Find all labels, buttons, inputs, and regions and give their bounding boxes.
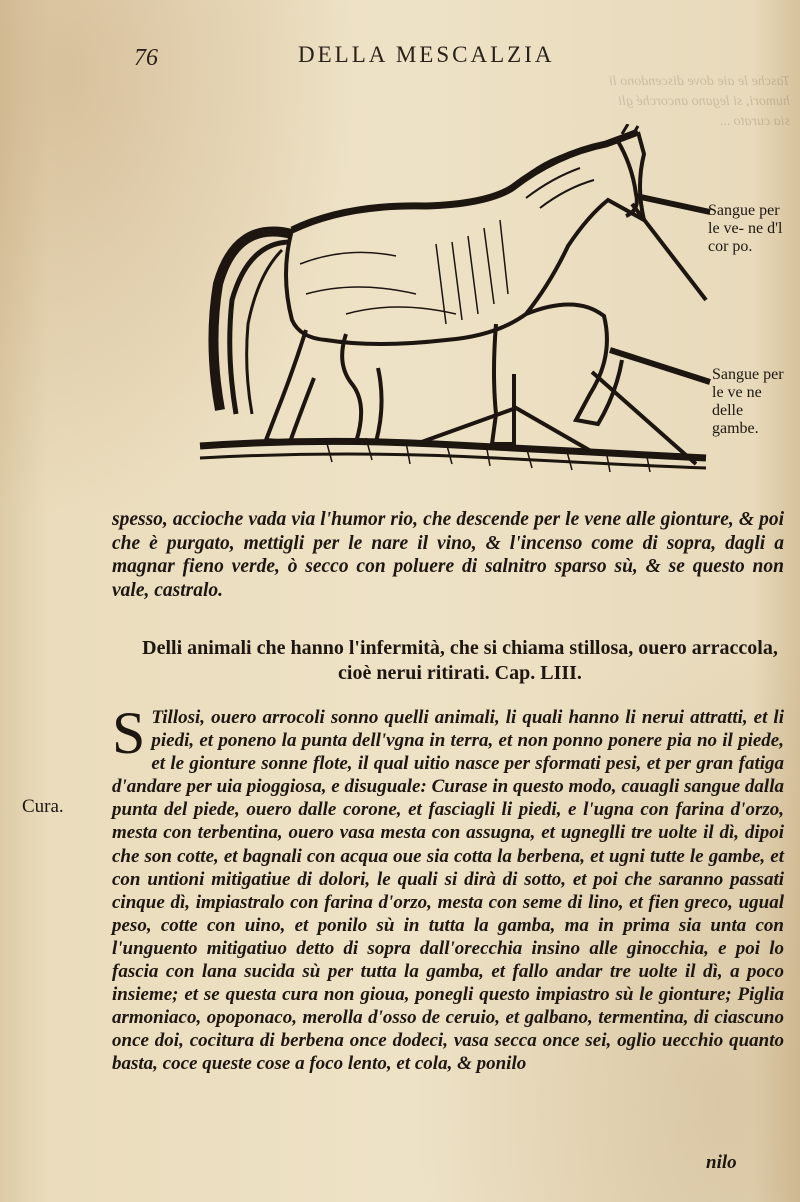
running-head: DELLA MESCALZIA [298, 42, 555, 67]
drop-cap: S [112, 700, 146, 766]
bleeding-sticks [416, 196, 710, 464]
chapter-label: Cap. LIII. [494, 662, 582, 684]
chapter-title: Delli animali che hanno l'infermità, che si chiama stillosa, ouero arraccola, cioè nerui ritirati. [142, 637, 778, 684]
chapter-heading [140, 636, 780, 686]
bleed-through-text: Tasche le aie dove discendono li humori, si legano ancorché gli sia curato ... [608, 74, 790, 129]
ground-strip [200, 438, 706, 472]
body-text: Tillosi, ouero arrocoli sonno quelli animali, li quali hanno li nerui attratti, et li piedi, et poneno la punta dell'vgna in terra, et non ponno ponere pia no il piede, et le gionture sonne flote, il qual uitio nasce per sformati pesi, et per gran fatiga d'andare per uia pioggiosa, e disuguale: Curase in questo modo, cauagli sangue dalla punta del piede, ouero dalle corone, et fasciagli li piedi, e l'ugna con farina d'orzo, mesta con terbentina, ouero vasa mesta con assugna, et ugneglli tre uolte il dì, dipoi che son cotte, et bagnali con acqua oue sia cotta la berbena, et ugni tutte le gambe, et con untioni mitigatiue di dolori, le quali si dirà di sotto, et poi che saranno passati cinque dì, impiastralo con farina d'orzo, mesta con seme di lino, et fien greco, ugual peso, cotte con uino, et ponilo sù in tutta la gamba, ma in prima sia unta con l'unguento mitigatiuo detto di sopra dall'orecchia insino alle ginocchia, e poi lo fascia con lana sucida sù per tutta la gamba, et fallo andar tre uolte il dì, a poco insieme; et se questa cura non gioua, ponegli questo impiastro sù le gionture; Piglia armoniaco, opoponaco, merolla d'osso de ceruio, et galbano, termentina, di ciascuno once doi, cocitura di berbena once dodeci, vasa secca once sei, oglio uecchio quanto basta, coce queste cose a foco lento, et cola, & ponilo [112, 707, 784, 1075]
body-paragraph [112, 700, 784, 1076]
horse-body [286, 132, 644, 344]
catchword: nilo [706, 1152, 737, 1173]
illustration-caption-body-veins: Sangue per le ve- ne d'l cor po. [708, 202, 783, 255]
margin-note: Cura. [22, 796, 64, 817]
horse-legs [266, 304, 622, 444]
page-number: 76 [134, 45, 158, 71]
illustration-caption-leg-veins: Sangue per le ve ne delle gambe. [712, 366, 784, 437]
horse-tail [213, 231, 292, 414]
horse-woodcut-illustration [196, 124, 716, 484]
continuation-paragraph: spesso, accioche vada via l'humor rio, che descende per le vene alle gionture, & poi che è purgato, mettigli per le nare il vino, & l'incenso come di sopra, dagli a magnar fieno verde, ò secco con poluere di salnitro sparso sù, & se questo non vale, castralo. [112, 509, 784, 601]
